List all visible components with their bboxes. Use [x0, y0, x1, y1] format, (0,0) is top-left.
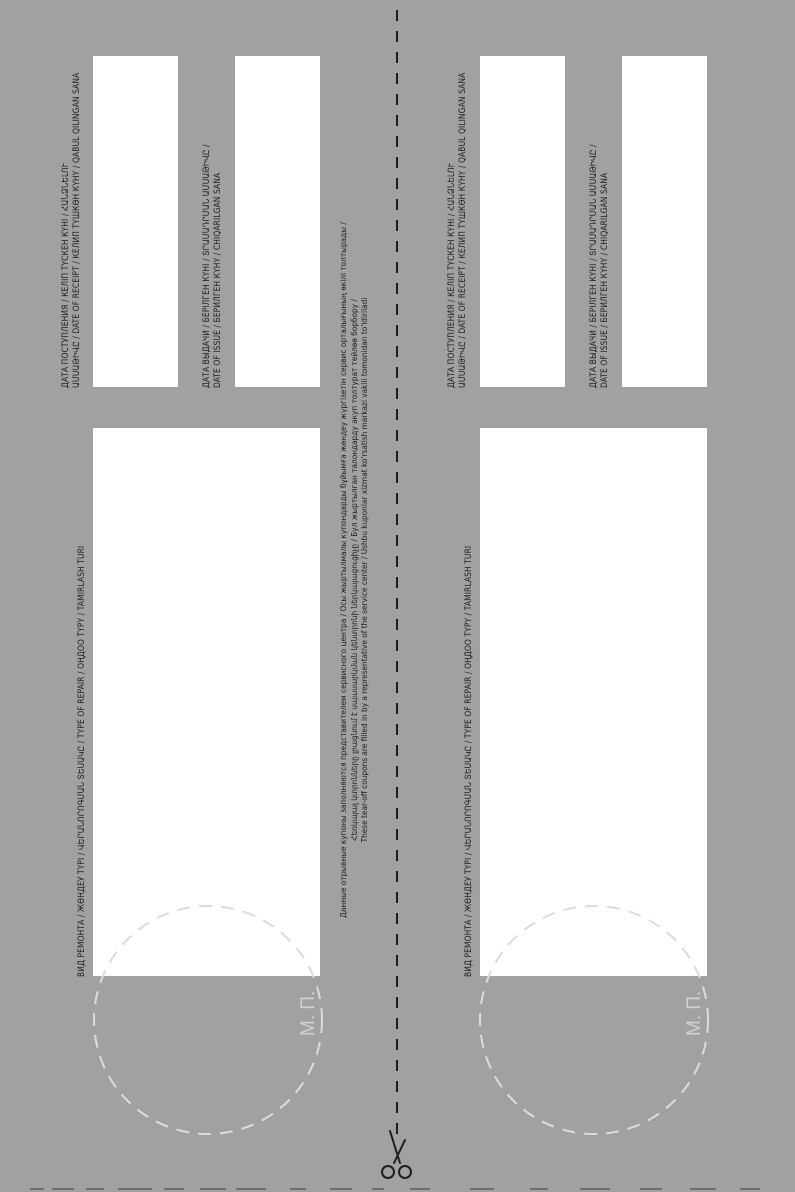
stamp-circle	[94, 906, 322, 1134]
date-received-label: ДАТА ПОСТУПЛЕНИЯ / КЕЛІП ТҮСКЕН КҮНІ / ՀԱՆՁՆԵԼՈՒ ԱՄՍԱԹԻՎԸ / DATE OF RECEIPT / КЕЛИП ТҮШКӨН КҮНҮ / QABUL QILINGAN SANA	[60, 72, 81, 388]
bottom-trim-marks	[0, 1186, 795, 1192]
stamp-circle	[480, 906, 708, 1134]
date-received-label: ДАТА ПОСТУПЛЕНИЯ / КЕЛІП ТҮСКЕН КҮНІ / ՀԱՆՁՆԵԼՈՒ ԱՄՍԱԹԻՎԸ / DATE OF RECEIPT / КЕЛИП ТҮШКӨН КҮНҮ / QABUL QILINGAN SANA	[446, 72, 467, 388]
date-issue-label: ДАТА ВЫДАЧИ / БЕРІЛГЕН КҮНІ / ՏՐԱՄԱԴՐՄԱՆ ԱՄՍԱԹԻՎԸ / DATE OF ISSUE / БЕРИЛГЕН КҮНҮ / CHIQARILGAN SANA	[588, 144, 609, 388]
date-issue-label: ДАТА ВЫДАЧИ / БЕРІЛГЕН КҮНІ / ՏՐԱՄԱԴՐՄԱՆ ԱՄՍԱԹԻՎԸ / DATE OF ISSUE / БЕРИЛГЕН КҮНҮ / CHIQARILGAN SANA	[201, 144, 222, 388]
stamp-label: М. П.	[298, 990, 319, 1036]
warranty-coupon-page: ДАТА ПОСТУПЛЕНИЯ / КЕЛІП ТҮСКЕН КҮНІ / ՀԱՆՁՆԵԼՈՒ ԱՄՍԱԹԻՎԸ / DATE OF RECEIPT / КЕЛИП ТҮШКӨН КҮНҮ / QABUL QILINGAN SANA ДАТА ВЫДАЧИ / БЕРІЛГЕН КҮНІ / ՏՐԱՄԱԴՐՄԱՆ ԱՄՍԱԹԻՎԸ / DATE OF ISSUE / БЕРИЛГЕН КҮНҮ / CHIQARILGAN SANA ВИД РЕМОНТА / ЖӨНДЕУ ТҮРІ / ՎԵՐԱՆՈՐՈԳՄԱՆ ՏԵՍԱԿԸ / TYPE OF REPAIR / ОҢДОО ТҮРҮ / TAMIRLASH TURI М. П. ДАТА ПОСТУПЛЕНИЯ / КЕЛІП ТҮСКЕН КҮНІ / ՀԱՆՁՆԵԼՈՒ ԱՄՍԱԹԻՎԸ / DATE OF RECEIPT / КЕЛИП ТҮШКӨН КҮНҮ / QABUL QILINGAN SANA ДАТА ВЫДАЧИ / БЕРІЛГЕН КҮНІ / ՏՐԱՄԱԴՐՄԱՆ ԱՄՍԱԹԻՎԸ / DATE OF ISSUE / БЕРИЛГЕН КҮНҮ / CHIQARILGAN SANA ВИД РЕМОНТА / ЖӨНДЕУ ТҮРІ / ՎԵՐԱՆՈՐՈԳՄԱՆ ՏԵՍԱԿԸ / TYPE OF REPAIR / ОҢДОО ТҮРҮ / TAMIRLASH TURI М. П. Данные отрывные купоны заполняются представителем сервисного центра / Осы жыртылмалы купондарды бұйымға жөндеу жүргізетін сервис орталығының өкілі толтырады / Հեռկայալ կտրոնները լրացնում է սպասարկման կենտրոնի ներկայացուցիչը / Бул жыртылган талондарду акуп толтурат тейлөө борбору / These tear-off coupons are filled in by a representative of the service center / Ushbu kuponlar xizmat ko'rsatish markazi vakili tomonidan to'ldiriladi	[0, 0, 795, 1192]
stamp-label: М. П.	[684, 990, 705, 1036]
scissors-icon	[382, 1131, 411, 1178]
repair-type-label: ВИД РЕМОНТА / ЖӨНДЕУ ТҮРІ / ՎԵՐԱՆՈՐՈԳՄԱՆ ՏԵՍԱԿԸ / TYPE OF REPAIR / ОҢДОО ТҮРҮ / TAMIRLASH TURI	[76, 545, 86, 977]
repair-type-label: ВИД РЕМОНТА / ЖӨНДЕУ ТҮРІ / ՎԵՐԱՆՈՐՈԳՄԱՆ ՏԵՍԱԿԸ / TYPE OF REPAIR / ОҢДОО ТҮРҮ / TAMIRLASH TURI	[463, 545, 473, 977]
